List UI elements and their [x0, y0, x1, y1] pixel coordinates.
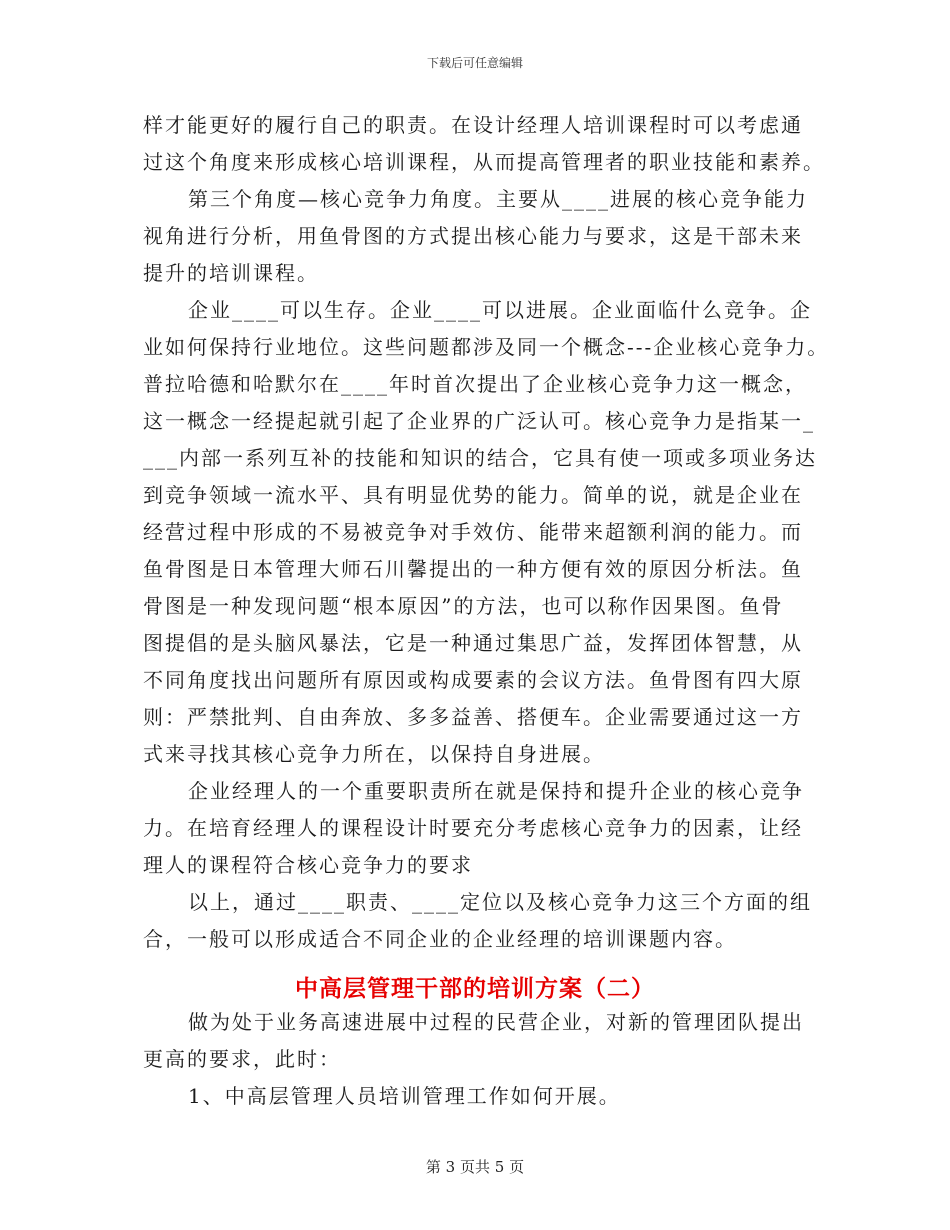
- body-line: 业如何保持行业地位。这些问题都涉及同一个概念---企业核心竞争力。: [143, 335, 830, 359]
- section-title: 中高层管理干部的培训方案（二）: [295, 975, 655, 1002]
- body-line: 经营过程中形成的不易被竞争对手效仿、能带来超额利润的能力。而: [143, 520, 803, 544]
- body-line: 力。在培育经理人的课程设计时要充分考虑核心竞争力的因素，让经: [143, 816, 803, 840]
- body-line: 骨图是一种发现问题“根本原因”的方法，也可以称作因果图。鱼骨: [143, 594, 784, 618]
- body-line: 鱼骨图是日本管理大师石川馨提出的一种方便有效的原因分析法。鱼: [143, 557, 803, 581]
- body-line: 更高的要求，此时：: [143, 1047, 341, 1071]
- body-line: 企业____可以生存。企业____可以进展。企业面临什么竞争。企: [188, 298, 812, 322]
- page-footer: 第 3 页共 5 页: [425, 1158, 525, 1176]
- body-line: 理人的课程符合核心竞争力的要求: [143, 853, 473, 877]
- body-line: ___内部一系列互补的技能和知识的结合，它具有使一项或多项业务达: [143, 446, 817, 470]
- body-line: 提升的培训课程。: [143, 261, 319, 285]
- body-line: 图提倡的是头脑风暴法，它是一种通过集思广益，发挥团体智慧，从: [143, 631, 803, 655]
- body-line: 以上，通过____职责、____定位以及核心竞争力这三个方面的组: [188, 890, 812, 914]
- body-line: 企业经理人的一个重要职责所在就是保持和提升企业的核心竞争: [188, 779, 804, 803]
- body-line: 过这个角度来形成核心培训课程，从而提高管理者的职业技能和素养。: [143, 150, 825, 174]
- body-line: 第三个角度—核心竞争力角度。主要从____进展的核心竞争能力: [188, 187, 808, 211]
- page-header: 下载后可任意编辑: [426, 56, 523, 70]
- body-line: 样才能更好的履行自己的职责。在设计经理人培训课程时可以考虑通: [143, 113, 803, 137]
- body-line: 视角进行分析，用鱼骨图的方式提出核心能力与要求，这是干部未来: [143, 224, 803, 248]
- body-line: 到竞争领域一流水平、具有明显优势的能力。简单的说，就是企业在: [143, 483, 803, 507]
- body-line: 合，一般可以形成适合不同企业的企业经理的培训课题内容。: [143, 927, 737, 951]
- body-line: 则：严禁批判、自由奔放、多多益善、搭便车。企业需要通过这一方: [143, 705, 803, 729]
- body-line: 1、中高层管理人员培训管理工作如何开展。: [188, 1084, 621, 1108]
- body-line: 式来寻找其核心竞争力所在，以保持自身进展。: [143, 742, 605, 766]
- body-line: 普拉哈德和哈默尔在____年时首次提出了企业核心竞争力这一概念，: [143, 372, 807, 396]
- body-line: 做为处于业务高速进展中过程的民营企业，对新的管理团队提出: [188, 1010, 804, 1034]
- body-line: 不同角度找出问题所有原因或构成要素的会议方法。鱼骨图有四大原: [143, 668, 803, 692]
- body-line: 这一概念一经提起就引起了企业界的广泛认可。核心竞争力是指某一_: [143, 409, 815, 433]
